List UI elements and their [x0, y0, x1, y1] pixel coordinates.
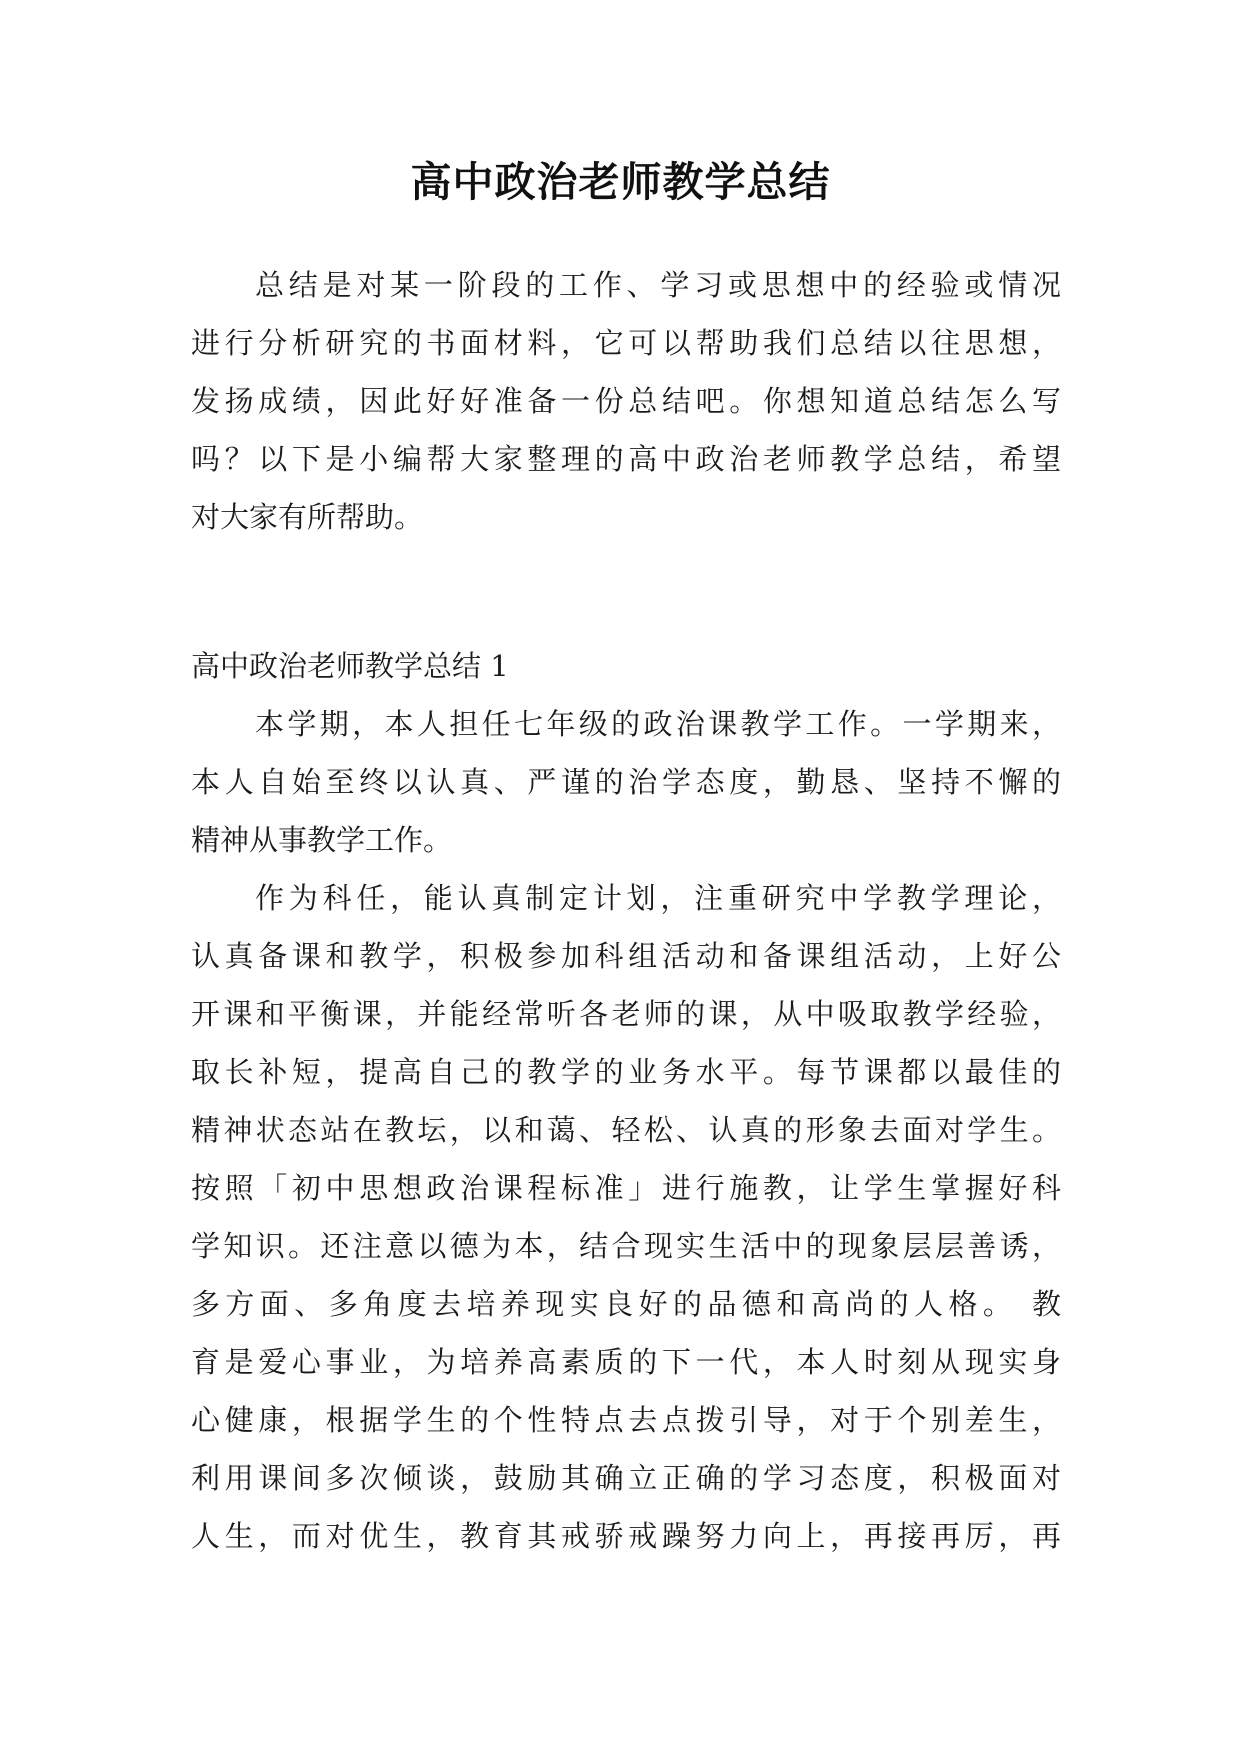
paragraph-1	[191, 695, 1061, 869]
paragraph-line: 精神状态站在教坛，以和蔼、轻松、认真的形象去面对学生。	[191, 1113, 1061, 1147]
paragraph-line: 按照「初中思想政治课程标准」进行施教，让学生掌握好科	[191, 1171, 1061, 1205]
section-heading: 高中政治老师教学总结 1	[191, 649, 509, 683]
paragraph-line: 本人自始至终以认真、严谨的治学态度，勤恳、坚持不懈的	[191, 765, 1061, 799]
paragraph-line: 取长补短，提高自己的教学的业务水平。每节课都以最佳的	[191, 1055, 1061, 1089]
intro-line: 吗？以下是小编帮大家整理的高中政治老师教学总结，希望	[191, 442, 1061, 476]
intro-line: 进行分析研究的书面材料，它可以帮助我们总结以往思想，	[191, 326, 1061, 360]
paragraph-line: 精神从事教学工作。	[191, 823, 453, 857]
paragraph-line: 心健康，根据学生的个性特点去点拨引导，对于个别差生，	[191, 1403, 1061, 1437]
intro-line: 发扬成绩，因此好好准备一份总结吧。你想知道总结怎么写	[191, 384, 1061, 418]
paragraph-line: 本学期，本人担任七年级的政治课教学工作。一学期来，	[255, 707, 1061, 741]
paragraph-line: 学知识。还注意以德为本，结合现实生活中的现象层层善诱，	[191, 1229, 1061, 1263]
paragraph-line: 认真备课和教学，积极参加科组活动和备课组活动，上好公	[191, 939, 1061, 973]
intro-line: 对大家有所帮助。	[191, 500, 424, 534]
intro-paragraph	[191, 256, 1061, 546]
paragraph-line: 人生，而对优生，教育其戒骄戒躁努力向上，再接再厉，再	[191, 1519, 1061, 1553]
paragraph-line: 多方面、多角度去培养现实良好的品德和高尚的人格。 教	[191, 1287, 1061, 1321]
intro-line: 总结是对某一阶段的工作、学习或思想中的经验或情况	[255, 268, 1061, 302]
paragraph-2	[191, 869, 1061, 1565]
document-title: 高中政治老师教学总结	[410, 158, 831, 206]
paragraph-line: 利用课间多次倾谈，鼓励其确立正确的学习态度，积极面对	[191, 1461, 1061, 1495]
paragraph-line: 育是爱心事业，为培养高素质的下一代，本人时刻从现实身	[191, 1345, 1061, 1379]
paragraph-line: 作为科任，能认真制定计划，注重研究中学教学理论，	[255, 881, 1061, 915]
paragraph-line: 开课和平衡课，并能经常听各老师的课，从中吸取教学经验，	[191, 997, 1061, 1031]
